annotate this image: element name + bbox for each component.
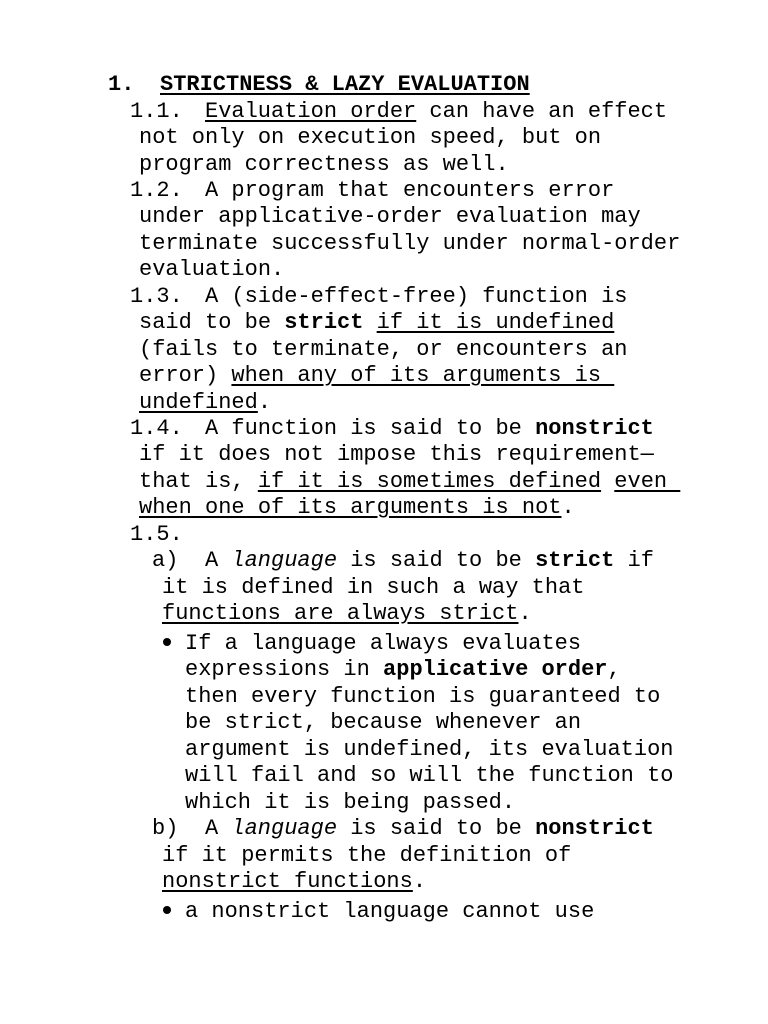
text-span: error) xyxy=(139,363,232,388)
text-span xyxy=(363,310,376,335)
item-1-1-line-1 xyxy=(205,99,667,125)
item-1-4-line-2: if it does not impose this requirement— xyxy=(139,442,654,467)
sometimes-defined-phrase: if it is sometimes defined xyxy=(257,469,602,494)
subitem-a-line-2: it is defined in such a way that xyxy=(162,575,585,600)
nonstrict-functions-phrase: nonstrict functions xyxy=(162,869,413,894)
item-1-2-line-4: evaluation. xyxy=(139,257,285,282)
bullet-a-line-6: will fail and so will the function to xyxy=(185,763,674,788)
text-span: is said to be xyxy=(337,816,536,841)
arguments-phrase: when any of its arguments is xyxy=(231,363,615,388)
item-1-3-line-1: A (side-effect-free) function is xyxy=(205,284,628,309)
item-1-5-number: 1.5. xyxy=(130,522,183,547)
arguments-not-phrase: when one of its arguments is not xyxy=(139,495,562,520)
undefined-phrase: if it is undefined xyxy=(376,310,615,335)
strict-term: strict xyxy=(284,310,364,335)
item-1-4-line-1 xyxy=(205,416,654,442)
bullet-icon xyxy=(163,906,171,914)
text-span: A xyxy=(205,816,232,841)
applicative-order-term: applicative order xyxy=(383,657,608,682)
section-number: 1. xyxy=(108,72,135,97)
bullet-a-line-5: argument is undefined, its evaluation xyxy=(185,737,674,762)
item-1-2-line-2: under applicative-order evaluation may xyxy=(139,204,641,229)
text-span: , xyxy=(607,657,621,682)
always-strict-phrase: functions are always strict xyxy=(162,601,519,626)
text-span: . xyxy=(561,495,575,520)
subitem-b-label: b) xyxy=(152,816,179,841)
text-span: expressions in xyxy=(185,657,384,682)
text-span: A xyxy=(205,548,232,573)
item-1-4-line-3 xyxy=(139,469,680,495)
text-span: said to be xyxy=(139,310,285,335)
text-span xyxy=(601,469,614,494)
undefined-term: undefined xyxy=(139,390,258,415)
item-1-1-line-3: program correctness as well. xyxy=(139,152,509,177)
text-span: . xyxy=(518,601,532,626)
text-span: if xyxy=(614,548,654,573)
text-span: . xyxy=(257,390,272,415)
nonstrict-term: nonstrict xyxy=(535,416,654,441)
subitem-a-line-3 xyxy=(162,601,532,627)
text-span: A function is said to be xyxy=(205,416,536,441)
bullet-b-line-1: a nonstrict language cannot use xyxy=(185,899,595,924)
subitem-a-label: a) xyxy=(152,548,179,573)
text-span: . xyxy=(412,869,427,894)
subitem-b-line-2: if it permits the definition of xyxy=(162,843,572,868)
bullet-icon xyxy=(163,638,171,646)
item-1-2-line-3: terminate successfully under normal-order xyxy=(139,231,681,256)
item-1-1-line-2: not only on execution speed, but on xyxy=(139,125,602,150)
subitem-a-line-1 xyxy=(205,548,654,574)
section-title: STRICTNESS & LAZY EVALUATION xyxy=(160,72,530,97)
bullet-a-line-3: then every function is guaranteed to xyxy=(185,684,661,709)
item-1-3-line-5 xyxy=(139,390,271,416)
bullet-a-line-4: be strict, because whenever an xyxy=(185,710,582,735)
bullet-a-line-2 xyxy=(185,657,621,683)
item-1-3-line-4 xyxy=(139,363,614,389)
nonstrict-term: nonstrict xyxy=(535,816,654,841)
subitem-b-line-1 xyxy=(205,816,654,842)
text-span: is said to be xyxy=(337,548,536,573)
item-1-4-number: 1.4. xyxy=(130,416,183,441)
bullet-a-line-7: which it is being passed. xyxy=(185,790,516,815)
item-1-2-number: 1.2. xyxy=(130,178,183,203)
language-term: language xyxy=(231,548,338,573)
item-1-1-text: can have an effect xyxy=(416,99,668,124)
subitem-b-line-3 xyxy=(162,869,426,895)
strict-term: strict xyxy=(535,548,615,573)
item-1-4-line-4 xyxy=(139,495,575,521)
evaluation-order-term: Evaluation order xyxy=(205,99,417,124)
item-1-2-line-1: A program that encounters error xyxy=(205,178,615,203)
item-1-3-line-2 xyxy=(139,310,614,336)
item-1-1-number: 1.1. xyxy=(130,99,183,124)
item-1-3-line-3: (fails to terminate, or encounters an xyxy=(139,337,628,362)
item-1-3-number: 1.3. xyxy=(130,284,183,309)
even-phrase: even xyxy=(614,469,681,494)
bullet-a-line-1: If a language always evaluates xyxy=(185,631,582,656)
language-term: language xyxy=(231,816,338,841)
text-span: that is, xyxy=(139,469,258,494)
